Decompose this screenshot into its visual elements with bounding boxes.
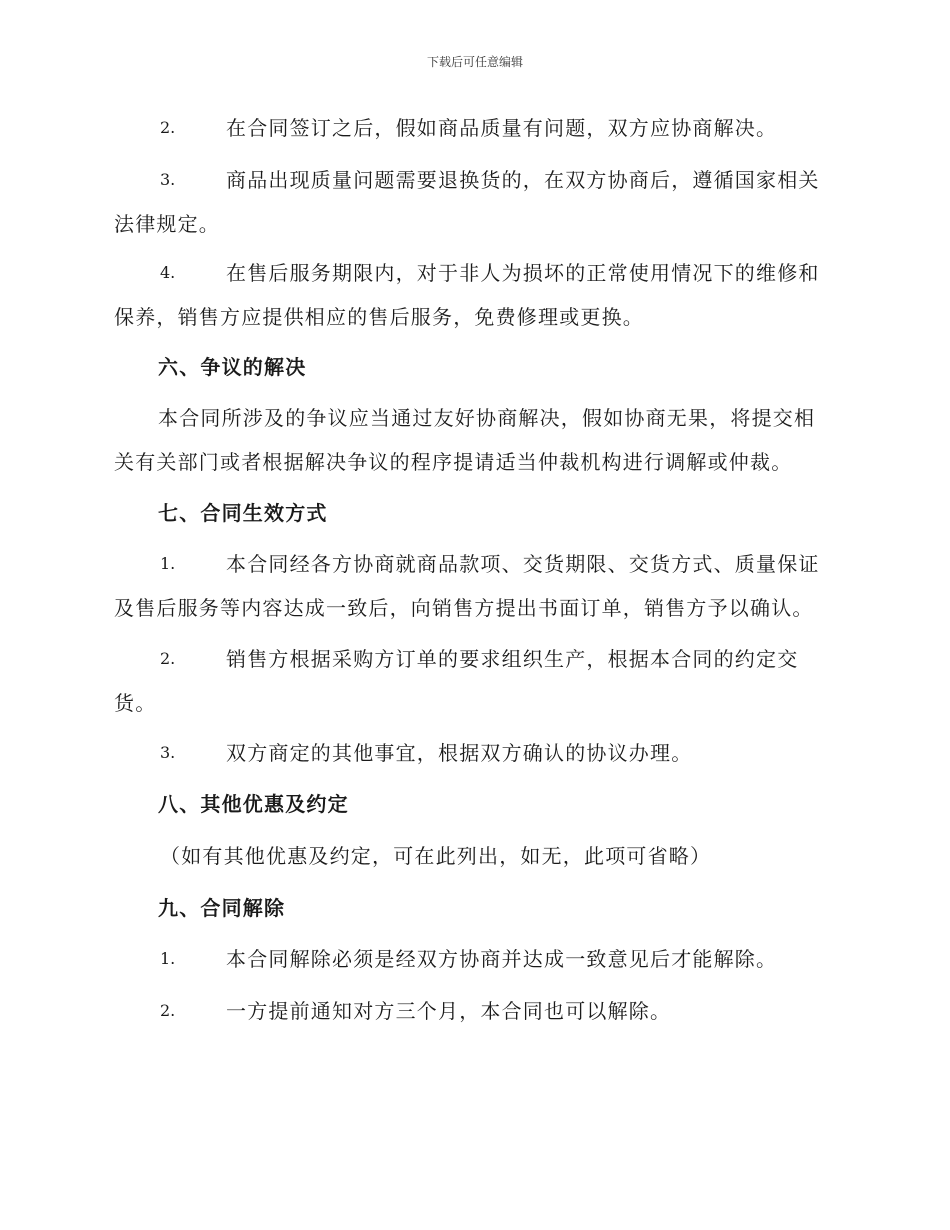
- section-heading: 八、其他优惠及约定: [158, 792, 349, 816]
- paragraph-line: 关有关部门或者根据解决争议的程序提请适当仲裁机构进行调解或仲裁。: [114, 450, 793, 474]
- clause-text-continued: 货。: [114, 691, 157, 715]
- clause-text-continued: 法律规定。: [114, 212, 220, 236]
- note-text: （如有其他优惠及约定，可在此列出，如无，此项可省略）: [160, 844, 712, 868]
- clause-number: 4.: [160, 263, 176, 282]
- clause-text: 销售方根据采购方订单的要求组织生产，根据本合同的约定交: [226, 647, 799, 671]
- clause-text-continued: 保养，销售方应提供相应的售后服务，免费修理或更换。: [114, 305, 644, 329]
- clause-number: 2.: [160, 649, 176, 668]
- section-heading: 九、合同解除: [158, 896, 286, 920]
- paragraph-line: 本合同所涉及的争议应当通过友好协商解决，假如协商无果，将提交相: [158, 406, 816, 430]
- clause-item: [114, 731, 832, 775]
- clause-item: [114, 542, 832, 630]
- clause-item: [114, 937, 832, 981]
- section-heading: 七、合同生效方式: [158, 501, 328, 525]
- clause-text: 商品出现质量问题需要退换货的，在双方协商后，遵循国家相关: [226, 168, 820, 192]
- clause-text-continued: 及售后服务等内容达成一致后，向销售方提出书面订单，销售方予以确认。: [114, 596, 814, 620]
- page-header: 下载后可任意编辑: [426, 55, 523, 69]
- clause-number: 3.: [160, 170, 176, 189]
- clause-number: 1.: [160, 554, 176, 573]
- section-paragraph: [114, 396, 832, 484]
- section-heading: 六、争议的解决: [158, 355, 307, 379]
- section-note: [114, 834, 832, 878]
- clause-number: 1.: [160, 949, 176, 968]
- clause-text: 本合同经各方协商就商品款项、交货期限、交货方式、质量保证: [226, 552, 820, 576]
- clause-item: [114, 989, 832, 1033]
- clause-item: [114, 106, 832, 150]
- clause-text: 在合同签订之后，假如商品质量有问题，双方应协商解决。: [226, 116, 778, 140]
- clause-text: 双方商定的其他事宜，根据双方确认的协议办理。: [226, 741, 693, 765]
- clause-number: 2.: [160, 118, 176, 137]
- clause-text: 本合同解除必须是经双方协商并达成一致意见后才能解除。: [226, 947, 778, 971]
- clause-text: 一方提前通知对方三个月，本合同也可以解除。: [226, 999, 672, 1023]
- clause-item: [114, 251, 832, 339]
- clause-number: 3.: [160, 743, 176, 762]
- clause-item: [114, 158, 832, 246]
- clause-number: 2.: [160, 1001, 176, 1020]
- clause-text: 在售后服务期限内，对于非人为损坏的正常使用情况下的维修和: [226, 261, 820, 285]
- clause-item: [114, 637, 832, 725]
